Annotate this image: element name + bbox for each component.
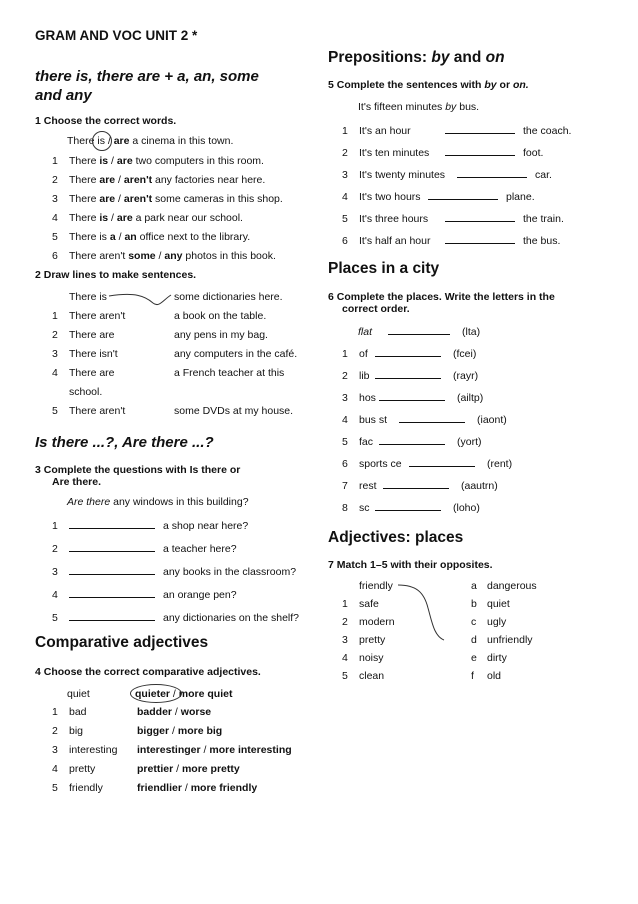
exercise-7-match-line — [328, 0, 618, 700]
option-b: are — [116, 212, 133, 224]
item-letter: a — [471, 580, 477, 592]
item-number: 2 — [342, 147, 348, 159]
option-a: badder — [137, 706, 173, 718]
section-heading-line: there is, there are + a, an, some — [35, 68, 259, 85]
option-a: interestinger — [137, 744, 201, 756]
option-separator: / — [115, 193, 124, 205]
exercise-4-instruction: 4 Choose the correct comparative adjectives. — [35, 666, 261, 678]
exercise-2-right-item: any pens in my bag. — [174, 329, 268, 341]
circled-answer — [135, 688, 170, 700]
item-text: friendly — [359, 580, 393, 592]
section-heading-adjectives: Adjectives: places — [328, 529, 464, 546]
item-text: noisy — [359, 652, 384, 664]
item-word: pretty — [69, 763, 96, 775]
item-text: There are — [69, 329, 115, 341]
item-text: car. — [535, 169, 552, 181]
letter-hint: (loho) — [453, 502, 480, 514]
word-stem: sports ce — [359, 458, 402, 470]
item-text: There is — [69, 231, 110, 243]
instruction-text: 5 Complete the sentences with — [328, 79, 485, 91]
option-b: more quiet — [178, 688, 233, 700]
item-number: 5 — [52, 612, 58, 624]
heading-text: by — [431, 49, 450, 66]
item-text: photos in this book. — [182, 250, 276, 262]
option-a: are — [99, 174, 116, 186]
example-text: bus. — [456, 101, 480, 113]
item-number: 3 — [342, 634, 348, 646]
item-number: 3 — [342, 392, 348, 404]
example-answer: flat — [358, 326, 373, 338]
item-number: 2 — [52, 329, 58, 341]
item-number: 7 — [342, 480, 348, 492]
item-text: office next to the library. — [136, 231, 251, 243]
section-heading-comparative: Comparative adjectives — [35, 634, 209, 651]
exercise-2-right-item: some DVDs at my house. — [174, 405, 294, 417]
instruction-line: 6 Complete the places. Write the letters in the — [328, 291, 555, 303]
exercise-3-item — [52, 565, 296, 578]
heading-text: and — [449, 49, 486, 66]
option-separator: / — [108, 212, 117, 224]
item-number: 6 — [342, 235, 348, 247]
item-number: 5 — [342, 670, 348, 682]
item-text: There is — [69, 291, 107, 303]
letter-hint: (iaont) — [477, 414, 507, 426]
option-separator: / — [108, 155, 117, 167]
item-text: It's an hour — [359, 125, 411, 137]
instruction-text: by — [484, 79, 497, 91]
item-text: an orange pen? — [163, 589, 237, 601]
exercise-3-item — [52, 588, 237, 601]
exercise-3-item — [52, 542, 237, 555]
item-text: It's three hours — [359, 213, 429, 225]
item-text: dirty — [487, 652, 507, 664]
option-b: aren't — [123, 193, 153, 205]
answer-circle — [130, 684, 182, 703]
item-number: 6 — [52, 250, 58, 262]
option-b: worse — [180, 706, 212, 718]
word-stem: of — [359, 348, 368, 360]
instruction-line: correct order. — [342, 303, 410, 315]
option-b: more big — [177, 725, 223, 737]
option-a: is — [97, 135, 105, 147]
option-b: more pretty — [181, 763, 240, 775]
item-text: a teacher here? — [163, 543, 237, 555]
item-text: There aren't — [69, 405, 126, 417]
item-number: 2 — [342, 370, 348, 382]
item-text: quiet — [487, 598, 510, 610]
item-number: 4 — [342, 191, 348, 203]
letter-hint: (ailtp) — [457, 392, 484, 404]
item-text: a shop near here? — [163, 520, 249, 532]
exercise-2-left-item — [52, 405, 125, 417]
item-text: There are — [69, 367, 115, 379]
item-text: There — [69, 193, 100, 205]
item-number: 4 — [342, 414, 348, 426]
exercise-2-right-item: any computers in the café. — [174, 348, 298, 360]
instruction-line: Are there. — [52, 476, 102, 488]
exercise-4-item — [52, 763, 240, 775]
item-text: foot. — [523, 147, 544, 159]
word-stem: sc — [359, 502, 370, 514]
item-number: 4 — [52, 763, 58, 775]
item-number: 5 — [342, 436, 348, 448]
item-text: any dictionaries on the shelf? — [163, 612, 300, 624]
section-heading-line: and any — [35, 87, 92, 104]
answer-blank — [69, 542, 155, 552]
exercise-2-right-item: a book on the table. — [174, 310, 267, 322]
item-letter: d — [471, 634, 477, 646]
option-b: more interesting — [209, 744, 292, 756]
example-text: a cinema in this town. — [129, 135, 234, 147]
item-text: unfriendly — [487, 634, 533, 646]
option-a: are — [99, 193, 116, 205]
item-text: There isn't — [69, 348, 118, 360]
item-text: modern — [359, 616, 395, 628]
instruction-text: on. — [512, 79, 529, 91]
item-text: There aren't — [69, 310, 126, 322]
item-text: It's twenty minutes — [359, 169, 446, 181]
exercise-2-right-item: some dictionaries here. — [174, 291, 283, 303]
item-text: It's ten minutes — [359, 147, 430, 159]
exercise-4-item — [52, 706, 211, 718]
exercise-4-item — [52, 782, 257, 794]
exercise-4-item — [52, 725, 222, 737]
letter-hint: (rent) — [487, 458, 513, 470]
item-letter: c — [471, 616, 477, 628]
item-text: dangerous — [487, 580, 537, 592]
example-word: quiet — [67, 688, 90, 700]
item-word: interesting — [69, 744, 118, 756]
instruction-line: 3 Complete the questions with Is there or — [35, 464, 241, 476]
option-a: a — [109, 231, 116, 243]
letter-hint: (aautrn) — [461, 480, 498, 492]
item-text: two computers in this room. — [132, 155, 264, 167]
answer-blank — [69, 519, 155, 529]
option-b: more friendly — [190, 782, 258, 794]
exercise-2-instruction: 2 Draw lines to make sentences. — [35, 269, 197, 281]
item-number: 4 — [342, 652, 348, 664]
exercise-3-instruction — [35, 464, 240, 488]
item-text: a park near our school. — [132, 212, 243, 224]
item-word: big — [69, 725, 84, 737]
example-text: It's fifteen minutes — [358, 101, 446, 113]
option-a: is — [99, 212, 109, 224]
option-separator: / — [169, 725, 178, 737]
item-number: 3 — [52, 744, 58, 756]
heading-text: Prepositions: — [328, 49, 432, 66]
item-number: 2 — [52, 725, 58, 737]
item-text: pretty — [359, 634, 386, 646]
option-a: friendlier — [137, 782, 182, 794]
instruction-text: or — [496, 79, 513, 91]
option-separator: / — [172, 706, 181, 718]
item-number: 1 — [52, 520, 58, 532]
item-text: It's two hours — [359, 191, 421, 203]
word-stem: rest — [359, 480, 377, 492]
item-number: 1 — [52, 155, 58, 167]
letter-hint: (fcei) — [453, 348, 477, 360]
option-separator: / — [200, 744, 210, 756]
item-number: 2 — [52, 543, 58, 555]
exercise-2-right-item: a French teacher at this — [174, 367, 285, 379]
heading-text: on — [485, 49, 505, 66]
exercise-2-match-line — [35, 0, 315, 400]
option-separator: / — [181, 782, 191, 794]
item-number: 1 — [342, 598, 348, 610]
item-number: 1 — [342, 125, 348, 137]
item-number: 4 — [52, 212, 58, 224]
answer-blank — [69, 611, 155, 621]
option-separator: / — [115, 174, 124, 186]
option-separator: / — [170, 688, 179, 700]
option-a: some — [128, 250, 156, 262]
section-heading-places: Places in a city — [328, 260, 440, 277]
item-number: 2 — [52, 174, 58, 186]
exercise-7-instruction: 7 Match 1–5 with their opposites. — [328, 559, 493, 571]
item-number: 5 — [52, 405, 58, 417]
exercise-3-item — [52, 519, 248, 532]
item-text: some cameras in this shop. — [152, 193, 283, 205]
item-letter: b — [471, 598, 477, 610]
item-text: any factories near here. — [152, 174, 266, 186]
option-b: an — [124, 231, 137, 243]
item-word: bad — [69, 706, 87, 718]
item-number: 3 — [52, 566, 58, 578]
option-b: aren't — [123, 174, 153, 186]
letter-hint: (rayr) — [453, 370, 479, 382]
item-letter: f — [471, 670, 474, 682]
item-text: the coach. — [523, 125, 572, 137]
option-separator: / — [155, 250, 165, 262]
example-text: There — [67, 135, 98, 147]
item-number: 8 — [342, 502, 348, 514]
item-number: 1 — [342, 348, 348, 360]
item-text: plane. — [506, 191, 535, 203]
item-text: clean — [359, 670, 385, 682]
item-text: safe — [359, 598, 379, 610]
example-answer: Are there — [67, 496, 111, 508]
item-text: There aren't — [69, 250, 129, 262]
section-heading-is-there: Is there ...?, Are there ...? — [35, 434, 214, 451]
item-number: 3 — [52, 348, 58, 360]
option-separator: / — [115, 231, 125, 243]
item-number: 3 — [52, 193, 58, 205]
option-a: quieter — [135, 688, 171, 700]
item-number: 6 — [342, 458, 348, 470]
word-stem: lib — [359, 370, 370, 382]
example-answer: by — [445, 101, 457, 113]
option-b: are — [116, 155, 133, 167]
item-text: old — [487, 670, 502, 682]
item-text: It's half an hour — [359, 235, 431, 247]
item-word: friendly — [69, 782, 103, 794]
option-separator: / — [173, 763, 182, 775]
option-a: bigger — [137, 725, 170, 737]
item-text: the bus. — [523, 235, 561, 247]
item-number: 5 — [52, 231, 58, 243]
item-text: ugly — [487, 616, 507, 628]
word-stem: bus st — [359, 414, 388, 426]
word-stem: fac — [359, 436, 374, 448]
word-stem: hos — [359, 392, 376, 404]
option-a: is — [99, 155, 109, 167]
item-number: 4 — [52, 589, 58, 601]
item-text: the train. — [523, 213, 564, 225]
item-letter: e — [471, 652, 477, 664]
item-number: 3 — [342, 169, 348, 181]
item-number: 1 — [52, 310, 58, 322]
item-text: There — [69, 155, 100, 167]
item-number: 1 — [52, 706, 58, 718]
page-title: GRAM AND VOC UNIT 2 * — [35, 28, 198, 43]
item-text: any books in the classroom? — [163, 566, 297, 578]
item-text: There — [69, 212, 100, 224]
exercise-1-instruction: 1 Choose the correct words. — [35, 115, 177, 127]
exercise-3-example — [67, 496, 249, 508]
option-a: prettier — [137, 763, 174, 775]
option-b: are — [113, 135, 130, 147]
item-text: school. — [69, 386, 103, 398]
item-number: 5 — [342, 213, 348, 225]
exercise-4-example — [67, 688, 232, 700]
example-text: any windows in this building? — [110, 496, 249, 508]
letter-hint: (lta) — [462, 326, 481, 338]
option-b: any — [164, 250, 183, 262]
letter-hint: (yort) — [457, 436, 482, 448]
exercise-4-item — [52, 744, 292, 756]
item-number: 4 — [52, 367, 58, 379]
item-number: 5 — [52, 782, 58, 794]
answer-blank — [69, 565, 155, 575]
option-separator: / — [104, 135, 114, 147]
exercise-3-item — [52, 611, 299, 624]
item-number: 2 — [342, 616, 348, 628]
answer-blank — [69, 588, 155, 598]
item-text: There — [69, 174, 100, 186]
